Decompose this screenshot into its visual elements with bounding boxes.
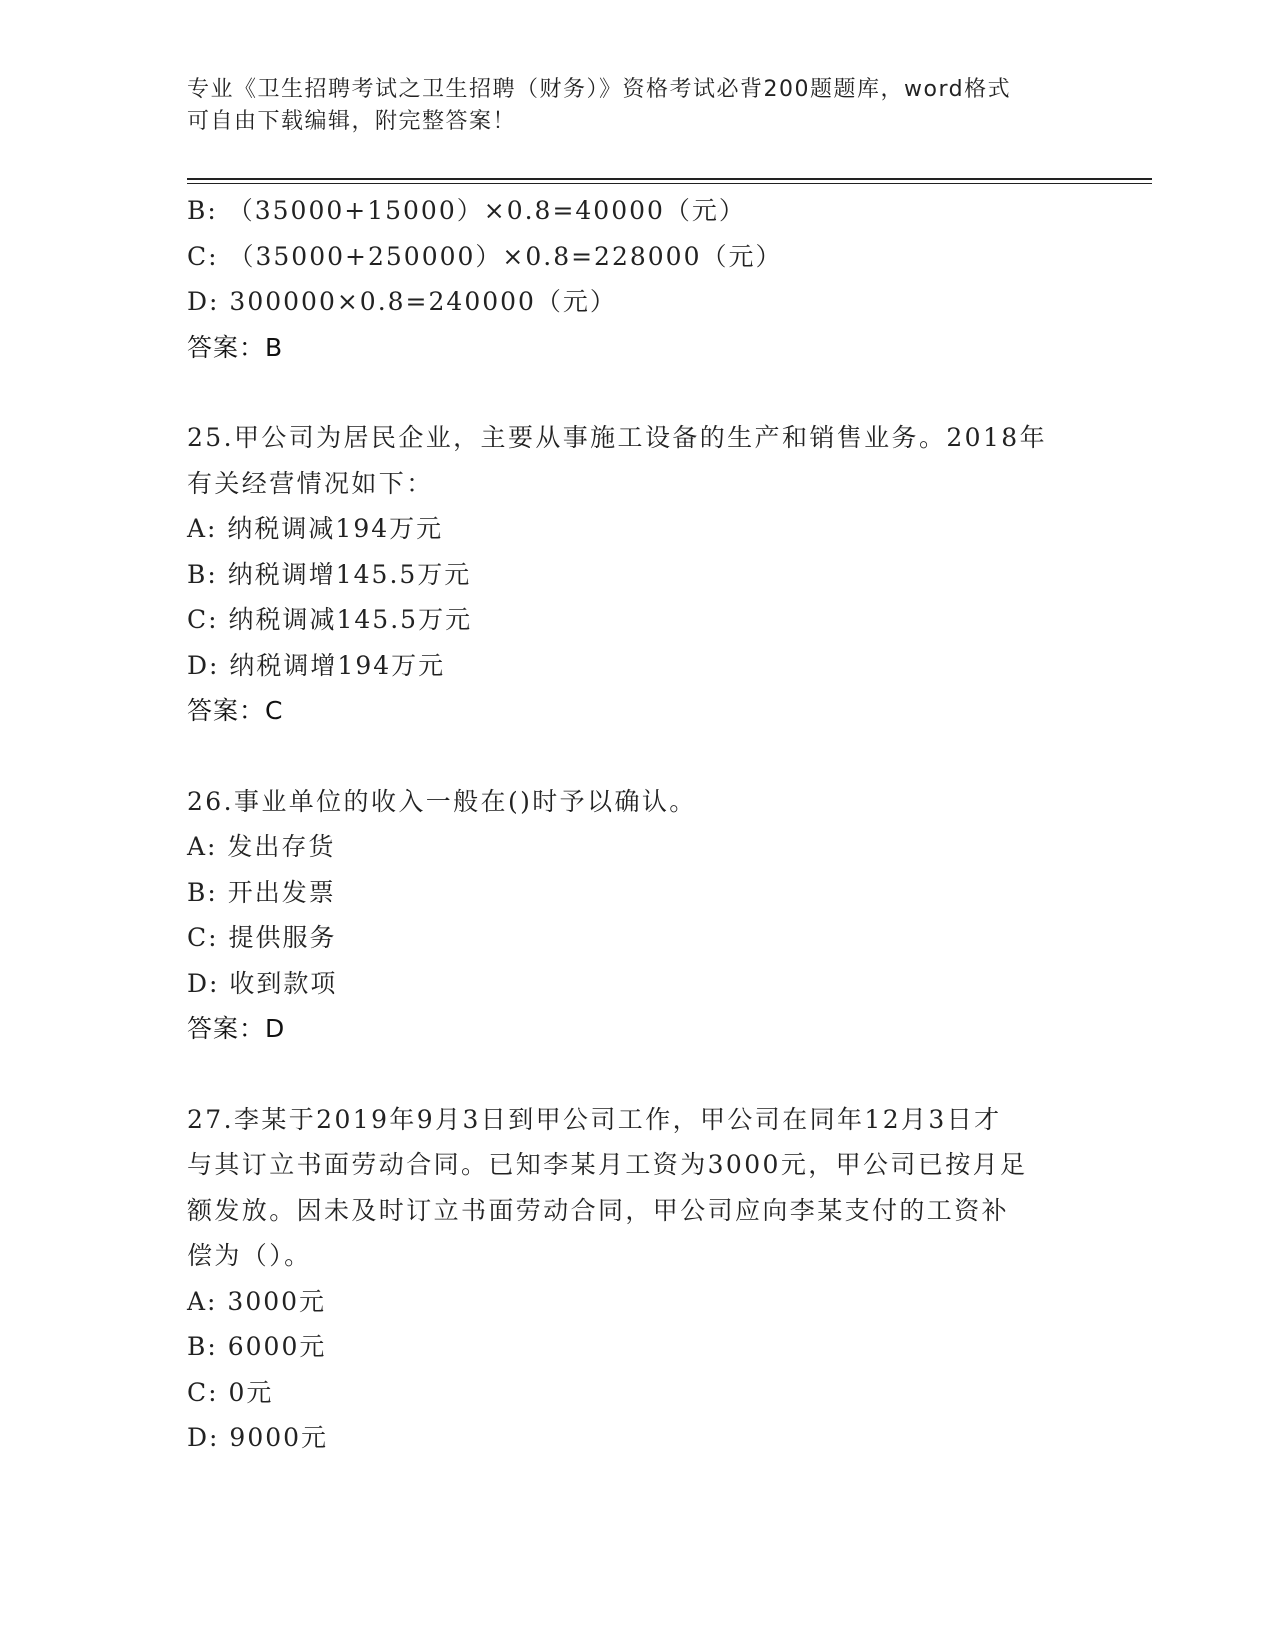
spacer	[187, 370, 1087, 415]
option-c: C: 纳税调减145.5万元	[187, 605, 473, 634]
stem-line: 有关经营情况如下：	[187, 468, 434, 498]
stem-line: 与其订立书面劳动合同。已知李某月工资为3000元，甲公司已按月足	[187, 1150, 1028, 1179]
answer-label: 答案：B	[187, 332, 284, 362]
option-d: D: 收到款项	[187, 968, 338, 998]
spacer	[187, 734, 1087, 779]
question-27	[187, 1097, 1087, 1461]
answer-label: 答案：D	[187, 1014, 286, 1043]
option-c: C: 0元	[187, 1377, 274, 1407]
option-b: B: 开出发票	[187, 877, 336, 907]
document-header	[187, 74, 1067, 138]
question-stem	[187, 415, 1067, 506]
option-c: C: （35000+250000）×0.8=228000（元）	[187, 241, 783, 271]
stem-line: 25.甲公司为居民企业，主要从事施工设备的生产和销售业务。2018年	[187, 423, 1047, 452]
header-divider	[187, 178, 1152, 184]
option-b: B: 纳税调增145.5万元	[187, 559, 472, 589]
option-d: D: 纳税调增194万元	[187, 650, 446, 680]
header-line-2: 可自由下载编辑，附完整答案！	[187, 109, 517, 134]
option-a: A: 纳税调减194万元	[187, 514, 444, 543]
option-d: D: 9000元	[187, 1423, 329, 1452]
question-26	[187, 779, 1087, 1052]
header-line-1: 专业《卫生招聘考试之卫生招聘（财务）》资格考试必背200题题库，word格式	[187, 77, 1012, 102]
divider-thick-line	[187, 178, 1152, 180]
answer-label: 答案：C	[187, 696, 284, 725]
question-25	[187, 415, 1087, 734]
question-list	[187, 188, 1087, 1461]
question-24-continuation	[187, 188, 1087, 370]
option-a: A: 发出存货	[187, 832, 336, 861]
option-c: C: 提供服务	[187, 923, 337, 952]
stem-line: 偿为（）。	[187, 1241, 312, 1270]
question-stem	[187, 1097, 1067, 1279]
option-b: B: 6000元	[187, 1332, 327, 1361]
stem-line: 额发放。因未及时订立书面劳动合同，甲公司应向李某支付的工资补	[187, 1195, 1010, 1225]
option-a: A: 3000元	[187, 1286, 327, 1316]
spacer	[187, 1052, 1087, 1097]
option-b: B: （35000+15000）×0.8=40000（元）	[187, 196, 746, 225]
option-d: D: 300000×0.8=240000（元）	[187, 287, 617, 316]
stem-line: 27.李某于2019年9月3日到甲公司工作，甲公司在同年12月3日才	[187, 1104, 1002, 1134]
question-stem	[187, 779, 1067, 825]
divider-thin-line	[187, 183, 1152, 184]
stem-line: 26.事业单位的收入一般在()时予以确认。	[187, 786, 697, 816]
